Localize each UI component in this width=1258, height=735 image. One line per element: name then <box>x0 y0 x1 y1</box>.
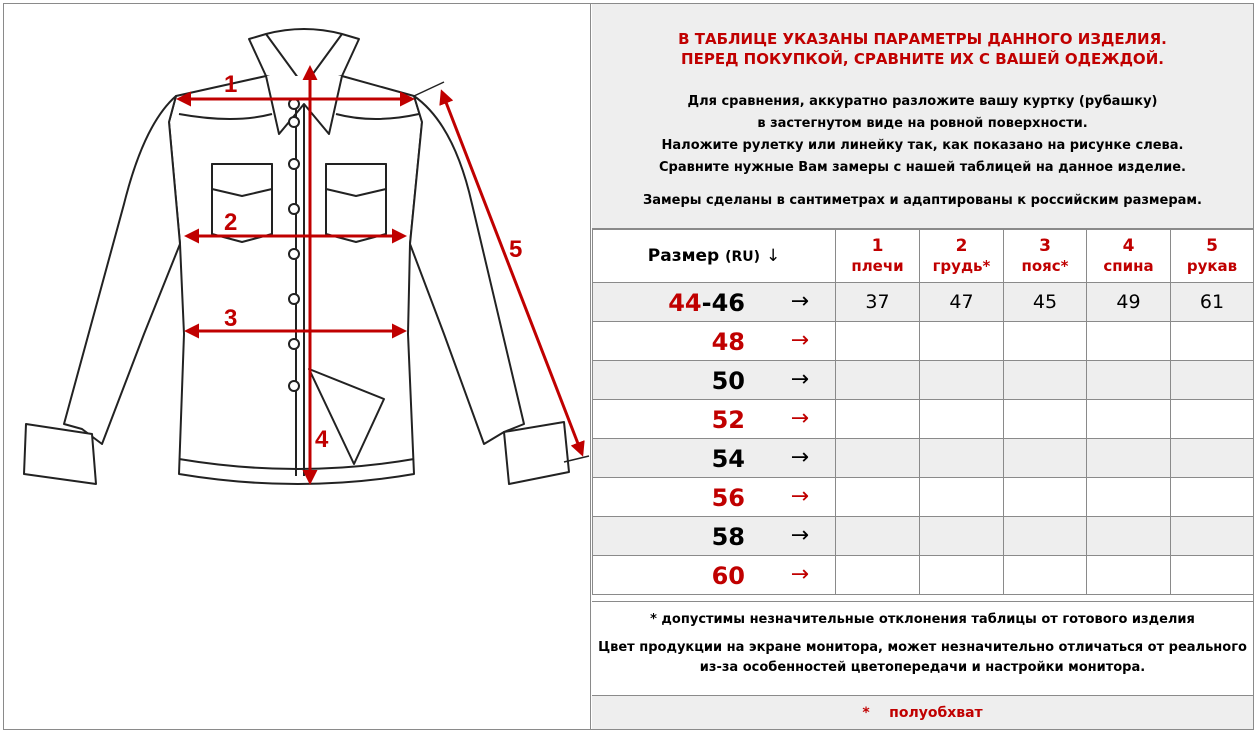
diagram-label-1: 1 <box>224 71 238 98</box>
table-row <box>593 556 1254 595</box>
right-arrow-icon: → <box>790 523 809 548</box>
size-header-unit: (RU) <box>725 249 761 265</box>
half-girth-label: полуобхват <box>889 705 983 721</box>
table-row <box>593 478 1254 517</box>
shirt-diagram-panel <box>4 4 591 729</box>
value-cell: 47 <box>920 283 1004 322</box>
size-cell: 50 → <box>593 361 836 400</box>
asterisk: * <box>862 705 870 721</box>
value-cell: 45 <box>1004 283 1087 322</box>
size-cell: 60 → <box>593 556 836 595</box>
warning-line-2: ПЕРЕД ПОКУПКОЙ, СРАВНИТЕ ИХ С ВАШЕЙ ОДЕЖДОЙ. <box>681 50 1164 68</box>
column-header-chest: 2 грудь* <box>920 230 1004 283</box>
column-header-back: 4 спина <box>1087 230 1171 283</box>
right-arrow-icon: → <box>790 484 809 509</box>
size-table <box>592 229 1254 595</box>
column-header-waist: 3 пояс* <box>1004 230 1087 283</box>
table-row <box>593 322 1254 361</box>
right-arrow-icon: → <box>790 562 809 587</box>
warning-line-1: В ТАБЛИЦЕ УКАЗАНЫ ПАРАМЕТРЫ ДАННОГО ИЗДЕЛИЯ. <box>678 30 1167 48</box>
size-table-header <box>593 230 1254 283</box>
right-arrow-icon: → <box>790 328 809 353</box>
size-cell: 56 → <box>593 478 836 517</box>
size-cell: 44-46 → <box>593 283 836 322</box>
table-row <box>593 361 1254 400</box>
diagram-label-4: 4 <box>315 426 329 453</box>
value-cell: 49 <box>1087 283 1171 322</box>
size-chart-panel <box>592 4 1253 729</box>
right-arrow-icon: → <box>790 367 809 392</box>
footer-notes <box>592 601 1253 695</box>
right-arrow-icon: → <box>790 445 809 470</box>
color-note-line-1: Цвет продукции на экране монитора, может незначительно отличаться от реального <box>598 640 1247 655</box>
size-cell: 48 → <box>593 322 836 361</box>
color-note-line-2: из-за особенностей цветопередачи и настройки монитора. <box>699 660 1146 675</box>
right-arrow-icon: → <box>790 406 809 431</box>
size-header-label: Размер <box>647 246 720 266</box>
size-cell: 54 → <box>593 439 836 478</box>
down-arrow-icon: ↓ <box>765 246 781 266</box>
column-header-sleeve: 5 рукав <box>1171 230 1254 283</box>
instruction-line-5: Замеры сделаны в сантиметрах и адаптированы к российским размерам. <box>643 193 1202 208</box>
diagram-label-2: 2 <box>224 209 238 236</box>
table-row <box>593 400 1254 439</box>
table-row <box>593 283 1254 322</box>
diagram-label-3: 3 <box>224 305 238 332</box>
tolerance-note: * допустимы незначительные отклонения таблицы от готового изделия <box>650 612 1195 627</box>
instruction-line-3: Наложите рулетку или линейку так, как показано на рисунке слева. <box>661 138 1184 153</box>
instruction-line-2: в застегнутом виде на ровной поверхности. <box>757 116 1088 131</box>
instruction-line-1: Для сравнения, аккуратно разложите вашу куртку (рубашку) <box>687 94 1158 109</box>
value-cell: 37 <box>836 283 920 322</box>
half-girth-note <box>592 695 1253 729</box>
size-column-header <box>593 230 836 283</box>
size-cell: 58 → <box>593 517 836 556</box>
column-header-shoulders: 1 плечи <box>836 230 920 283</box>
shirt-diagram <box>4 4 591 729</box>
instruction-line-4: Сравните нужные Вам замеры с нашей таблицей на данное изделие. <box>659 160 1186 175</box>
table-row <box>593 439 1254 478</box>
size-cell: 52 → <box>593 400 836 439</box>
value-cell: 61 <box>1171 283 1254 322</box>
instructions-header <box>592 4 1253 229</box>
table-row <box>593 517 1254 556</box>
right-arrow-icon: → <box>790 289 809 314</box>
diagram-label-5: 5 <box>509 236 523 263</box>
